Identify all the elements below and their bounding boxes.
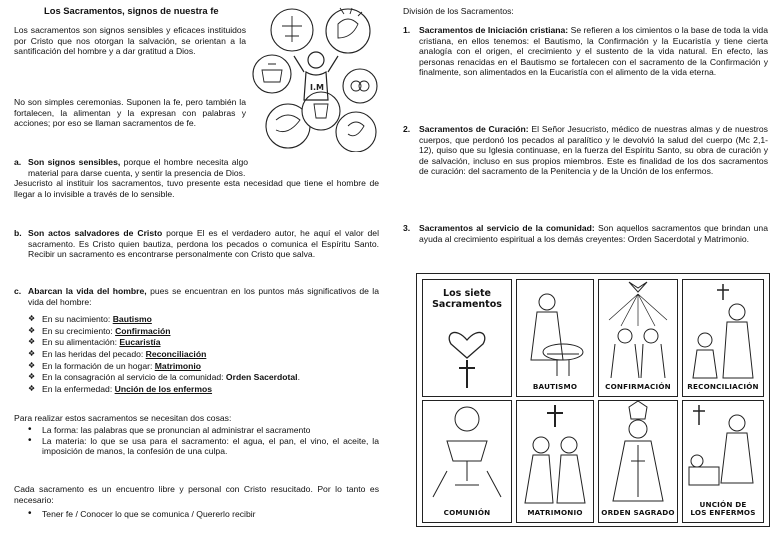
- faith-paragraph: No son simples ceremonias. Suponen la fe, pero también la fortalecen, la alimentan y la expresan con palabras y acciones; por eso se llaman sacramentos de fe.: [14, 97, 246, 129]
- item-a-text: porque el hombre necesita algo material para darse cuenta, y sentir la presencia de Dios.: [28, 157, 248, 178]
- needs-intro: Para realizar estos sacramentos se necesitan dos cosas:: [14, 413, 232, 423]
- chalice-icon: [423, 401, 511, 505]
- item-c-text: pues se encuentran en los puntos más significativos de la vida del hombre:: [28, 286, 379, 307]
- list-item: • La forma: las palabras que se pronuncian al administrar el sacramento: [14, 425, 379, 436]
- panel-uncion: [682, 400, 764, 523]
- sacraments-circle-illustration: [252, 4, 379, 152]
- label-uncion-line1: UNCIÓN DE: [699, 500, 747, 510]
- list-item: ❖ En la formación de un hogar: Matrimonio: [14, 361, 379, 373]
- item-b-heading: Son actos salvadores de Cristo: [28, 228, 163, 238]
- seven-sacraments-poster: [416, 273, 770, 527]
- item-a-heading: Son signos sensibles,: [28, 157, 121, 167]
- item-b-text: porque El es el verdadero autor, he aquí el valor del sacramento. Es Cristo quien bautiza, perdona los pecados o comunica el Espíritu Santo. Recibir un sacramento es encontrarse personalmente con Cristo que salva.: [28, 228, 379, 260]
- list-item: ❖ En las heridas del pecado: Reconciliación: [14, 349, 379, 361]
- label-comunion: COMUNIÓN: [443, 508, 491, 518]
- poster-title-line1: Los siete: [443, 288, 491, 299]
- item-c: [14, 286, 379, 307]
- intro-paragraph: Los sacramentos son signos sensibles y eficaces instituidos por Cristo que nos otorgan la salvación, se orientan a la santificación del hombre y a dar gratitud a Dios.: [14, 25, 246, 57]
- panel-reconciliacion: [682, 279, 764, 397]
- panel-orden-sagrado: [598, 400, 678, 523]
- label-bautismo: BAUTISMO: [532, 382, 578, 392]
- anointing-icon: [683, 401, 763, 499]
- confession-icon: [683, 280, 763, 380]
- ordination-icon: [599, 401, 677, 505]
- panel-confirmacion: [598, 279, 678, 397]
- panel-comunion: [422, 400, 512, 523]
- list-item: ❖ En la consagración al servicio de la comunidad: Orden Sacerdotal.: [14, 372, 379, 384]
- wedding-icon: [517, 401, 593, 505]
- poster-title-line2: Sacramentos: [432, 299, 502, 310]
- dove-icon: [599, 280, 677, 380]
- list-item: ❖ En la enfermedad: Unción de los enfermos: [14, 384, 379, 396]
- page-title: Los Sacramentos, signos de nuestra fe: [44, 5, 219, 16]
- life-points-list: [14, 314, 379, 396]
- division-2: 2. Sacramentos de Curación: El Señor Jesucristo, médico de nuestras almas y de nuestros cuerpos, que perdonó los pecados al paralítico y le devolvió la salud del cuerpo (Mc 2,1-12), quiso que su Iglesia continuase, en la fuerza del Espíritu Santo, su obra de curación y de salvación, incluso en sus propios miembros. Este es finalidad de los dos sacramentos de curación: del sacramento de la Penitencia y de la Unción de los enfermos.: [403, 124, 768, 177]
- item-b-letter: b.: [14, 228, 22, 238]
- baptism-icon: [517, 280, 593, 380]
- label-reconciliacion: RECONCILIACIÓN: [687, 382, 759, 392]
- list-item: • Tener fe / Conocer lo que se comunica / Quererlo recibir: [14, 509, 379, 520]
- divisions-heading: División de los Sacramentos:: [403, 6, 514, 16]
- item-a-letter: a.: [14, 157, 22, 167]
- list-item: ❖ En su crecimiento: Confirmación: [14, 326, 379, 338]
- heart-cross-icon: [445, 320, 489, 390]
- panel-bautismo: [516, 279, 594, 397]
- label-uncion-line2: LOS ENFERMOS: [690, 508, 756, 518]
- label-confirmacion: CONFIRMACIÓN: [605, 382, 671, 392]
- list-item: • La materia: lo que se usa para el sacramento: el agua, el pan, el vino, el aceite, la imposición de manos, la confesión de una culpa.: [14, 436, 379, 457]
- item-c-letter: c.: [14, 286, 22, 296]
- division-1: 1. Sacramentos de Iniciación cristiana: Se refieren a los cimientos o la base de toda la vida cristiana, en ellos tenemos: el Bautismo, la Confirmación y la Eucaristía y tiene cierta analogía con el origen, el crecimiento y el sustento de la vida natural. En efecto, las personas renacidas en el Bautismo se fortalecen con el sacramento de la Confirmación y finalmente, son alimentados en la Eucaristía con el alimento de la vida eterna.: [403, 25, 768, 78]
- item-a: [14, 157, 379, 199]
- label-matrimonio: MATRIMONIO: [527, 508, 583, 518]
- svg-text:I.M: I.M: [310, 83, 324, 92]
- panel-matrimonio: [516, 400, 594, 523]
- item-b: [14, 228, 379, 260]
- closing-paragraph: Cada sacramento es un encuentro libre y personal con Cristo resucitado. Por lo tanto es necesario:: [14, 484, 379, 505]
- list-item: ❖ En su nacimiento: Bautismo: [14, 314, 379, 326]
- poster-title-panel: [422, 279, 512, 397]
- needs-list: [14, 425, 379, 457]
- division-3: 3. Sacramentos al servicio de la comunidad: Son aquellos sacramentos que brindan una ayuda al crecimiento espiritual a los demás creyentes: Orden Sacerdotal y Matrimonio.: [403, 223, 768, 244]
- item-a-text2: Jesucristo al instituir los sacramentos, tuvo presente esta necesidad que tiene el hombre de llegar a lo invisible a través de lo sensible.: [14, 178, 379, 199]
- closing-list: [14, 509, 379, 520]
- label-orden-sagrado: ORDEN SAGRADO: [601, 508, 675, 518]
- list-item: ❖ En su alimentación: Eucaristía: [14, 337, 379, 349]
- item-c-heading: Abarcan la vida del hombre,: [28, 286, 147, 296]
